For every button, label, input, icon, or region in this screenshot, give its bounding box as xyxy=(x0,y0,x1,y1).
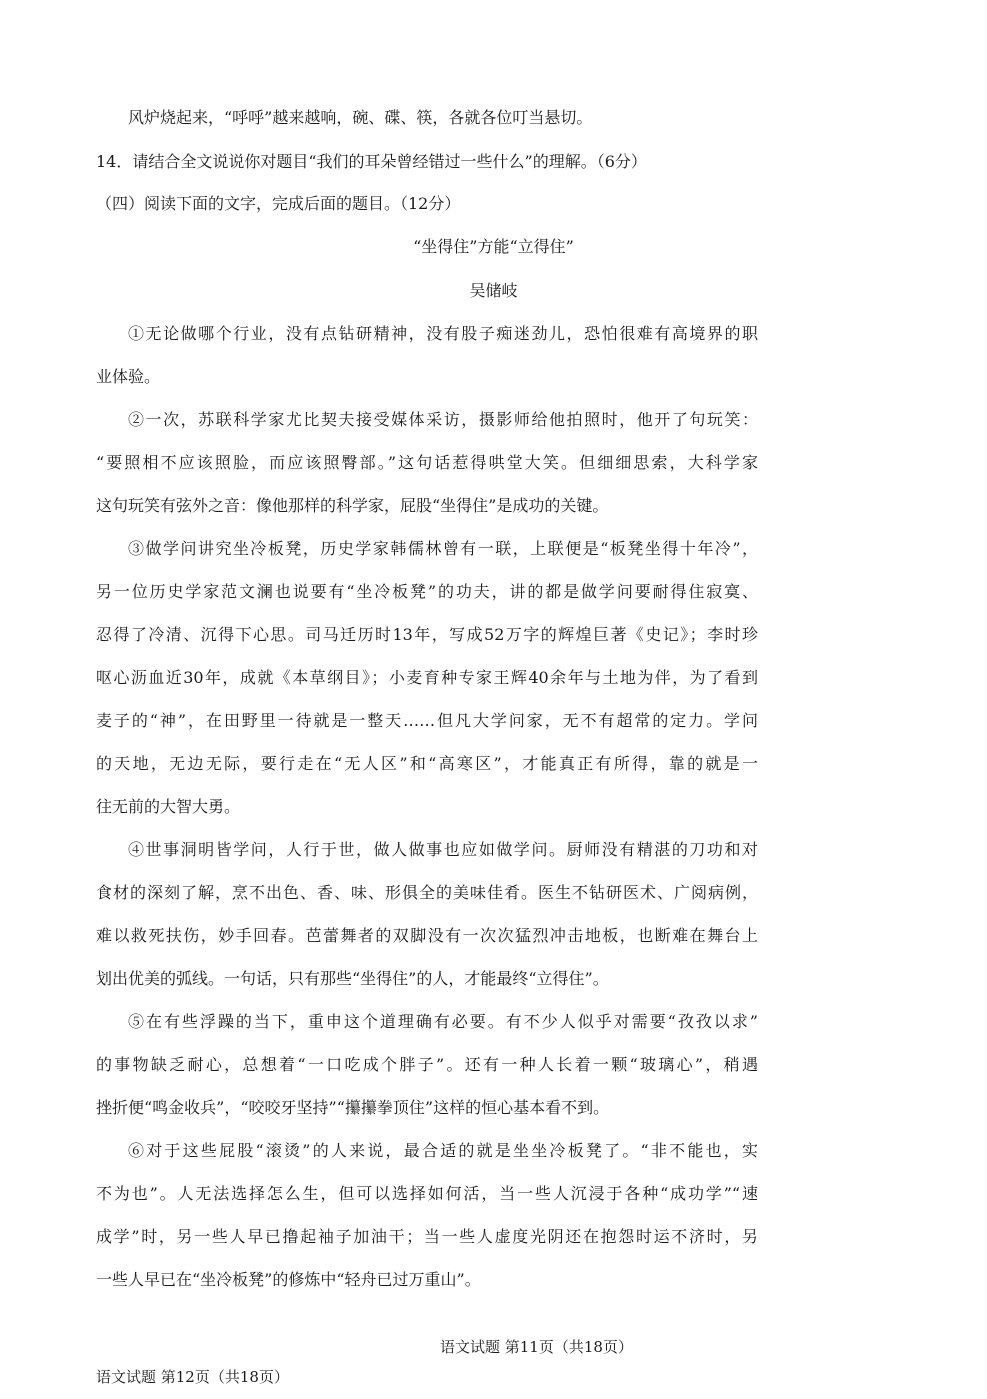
para-6-line-3: 成学”时，另一些人早已撸起袖子加油干；当一些人虚度光阴还在抱怨时运不济时，另 xyxy=(96,1227,758,1246)
para-6-line-4: 一些人早已在“坐冷板凳”的修炼中“轻舟已过万重山”。 xyxy=(96,1270,481,1289)
para-4-line-3: 难以救死扶伤，妙手回春。芭蕾舞者的双脚没有一次次猛烈冲击地板，也断难在舞台上 xyxy=(96,926,758,945)
para-4-line-1: ④世事洞明皆学问，人行于世，做人做事也应如做学问。厨师没有精湛的刀功和对 xyxy=(128,840,758,859)
intro-line: 风炉烧起来，“呼呼”越来越响，碗、碟、筷，各就各位叮当悬切。 xyxy=(128,108,593,127)
para-3-line-1: ③做学问讲究坐冷板凳，历史学家韩儒林曾有一联，上联便是“板凳坐得十年冷”， xyxy=(128,539,758,558)
para-3-line-3: 忍得了冷清、沉得下心思。司马迁历时13年，写成52万字的辉煌巨著《史记》；李时珍 xyxy=(96,625,758,644)
para-3-line-7: 往无前的大智大勇。 xyxy=(96,797,241,816)
article-title: “坐得住”方能“立得住” xyxy=(413,237,574,256)
para-3-line-2: 另一位历史学家范文澜也说要有“坐冷板凳”的功夫，讲的都是做学问要耐得住寂寞、 xyxy=(96,582,758,601)
para-4-line-2: 食材的深刻了解，烹不出色、香、味、形俱全的美味佳肴。医生不钻研医术、广阅病例， xyxy=(96,883,758,902)
para-6-line-1: ⑥对于这些屁股“滚烫”的人来说，最合适的就是坐坐冷板凳了。“非不能也，实 xyxy=(128,1141,758,1160)
para-2-line-2: “要照相不应该照脸，而应该照臀部。”这句话惹得哄堂大笑。但细细思索，大科学家 xyxy=(96,453,758,472)
para-2-line-1: ②一次，苏联科学家尤比契夫接受媒体采访，摄影师给他拍照时，他开了句玩笑： xyxy=(128,410,758,429)
page-footer-left: 语文试题 第12页（共18页） xyxy=(96,1368,289,1386)
para-4-line-4: 划出优美的弧线。一句话，只有那些“坐得住”的人，才能最终“立得住”。 xyxy=(96,969,609,988)
article-author: 吴储岐 xyxy=(469,281,518,300)
para-3-line-6: 的天地，无边无际，要行走在“无人区”和“高寒区”，才能真正有所得，靠的就是一 xyxy=(96,754,758,773)
para-3-line-4: 呕心沥血近30年，成就《本草纲目》；小麦育种专家王辉40余年与土地为伴，为了看到 xyxy=(96,668,758,687)
para-1-line-1: ①无论做哪个行业，没有点钻研精神，没有股子痴迷劲儿，恐怕很难有高境界的职 xyxy=(128,324,758,343)
page-footer-center: 语文试题 第11页（共18页） xyxy=(440,1338,633,1356)
para-5-line-3: 挫折便“鸣金收兵”，“咬咬牙坚持”“攥攥拳顶住”这样的恒心基本看不到。 xyxy=(96,1098,610,1117)
para-3-line-5: 麦子的“神”，在田野里一待就是一整天……但凡大学问家，无不有超常的定力。学问 xyxy=(96,711,758,730)
para-5-line-2: 的事物缺乏耐心，总想着“一口吃成个胖子”。还有一种人长着一颗“玻璃心”，稍遇 xyxy=(96,1055,758,1074)
para-2-line-3: 这句玩笑有弦外之音：像他那样的科学家，屁股“坐得住”是成功的关键。 xyxy=(96,496,609,515)
question-14: 14．请结合全文说说你对题目“我们的耳朵曾经错过一些什么”的理解。（6分） xyxy=(96,152,647,171)
para-6-line-2: 不为也”。人无法选择怎么生，但可以选择如何活，当一些人沉浸于各种“成功学”“速 xyxy=(96,1184,758,1203)
para-1-line-2: 业体验。 xyxy=(96,367,161,386)
section-heading: （四）阅读下面的文字，完成后面的题目。（12分） xyxy=(96,194,461,213)
para-5-line-1: ⑤在有些浮躁的当下，重申这个道理确有必要。有不少人似乎对需要“孜孜以求” xyxy=(128,1012,758,1031)
